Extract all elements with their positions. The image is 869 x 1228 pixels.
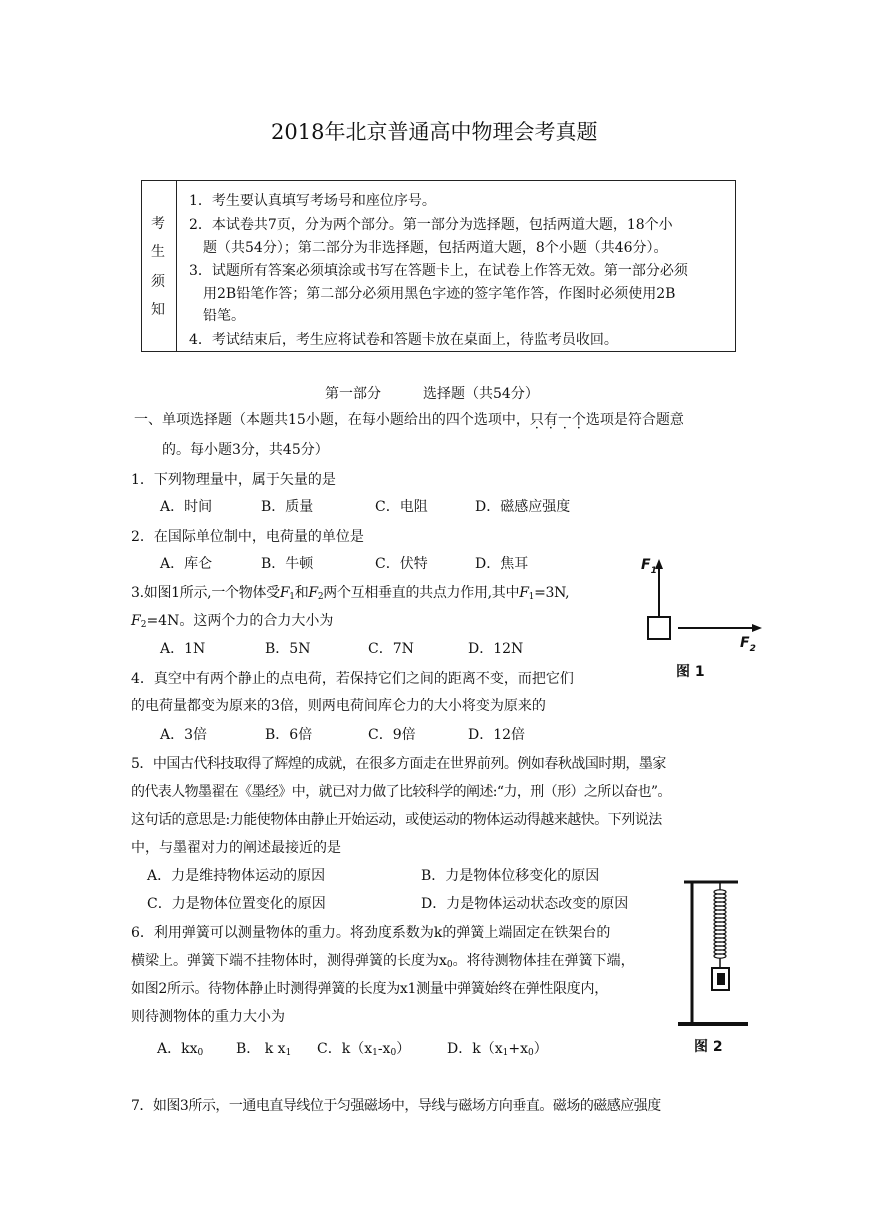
subscript: 0 [527, 1048, 534, 1058]
f2-label-sub: 2 [749, 643, 756, 654]
stem-text: 两个互相垂直的共点力作用,其中 [323, 585, 520, 601]
notice-side-label [142, 181, 177, 351]
f1-label [641, 557, 657, 576]
option: D．磁感应强度 [475, 499, 571, 515]
option: B．质量 [261, 499, 314, 515]
option: A．库仑 [160, 556, 213, 572]
section-text: 一、单项选择题（本题共15小题，在每小题给出的四个选项中， [134, 412, 530, 428]
part-heading: 第一部分 选择题（共54分） [325, 386, 539, 402]
option [157, 1039, 203, 1063]
stem-text: 。将待测物体挂在弹簧下端， [452, 953, 635, 969]
figure-1 [630, 555, 770, 685]
figure-caption: 图 2 [694, 1039, 723, 1055]
option-text: ） [533, 1041, 548, 1057]
question-stem: 6．利用弹簧可以测量物体的重力。将劲度系数为k的弹簧上端固定在铁架台的 [131, 925, 611, 941]
subscript: 0 [390, 1048, 397, 1058]
option: D．12N [468, 641, 524, 657]
subscript: 1 [285, 1048, 292, 1058]
stem-text: =4N。这两个力的合力大小为 [146, 613, 334, 629]
option: C．7N [368, 641, 414, 657]
section-instruction [134, 410, 684, 430]
option: C．伏特 [375, 556, 428, 572]
notice-side-char: 考 [151, 216, 165, 232]
option: D．焦耳 [475, 556, 529, 572]
question-stem: 2．在国际单位制中，电荷量的单位是 [131, 529, 364, 545]
stem-text: 3.如图1所示,一个物体受 [131, 585, 280, 601]
question-stem-cont: 则待测物体的重力大小为 [131, 1009, 285, 1025]
figure-caption: 图 1 [676, 664, 705, 680]
emphasized-char: 一 [557, 412, 572, 428]
option: D．力是物体运动状态改变的原因 [421, 896, 629, 912]
emphasized-char: 有 [543, 412, 558, 428]
force-subscript: 2 [317, 592, 324, 602]
question-stem: 1．下列物理量中，属于矢量的是 [131, 472, 336, 488]
question-stem-cont [131, 951, 635, 975]
notice-line: 4．考试结束后，考生应将试卷和答题卡放在桌面上，待监考员收回。 [189, 332, 618, 348]
option: A．时间 [160, 499, 213, 515]
notice-line: 题（共54分）；第二部分为非选择题，包括两道大题，8个小题（共46分）。 [203, 240, 668, 256]
option-text: A．kx [157, 1041, 198, 1057]
notice-line: 用2B铅笔作答；第二部分必须用黑色字迹的签字笔作答，作图时必须使用2B [203, 286, 676, 302]
question-stem-cont: 的代表人物墨翟在《墨经》中，就已对力做了比较科学的阐述:“力，刑（形）之所以奋也”。 [131, 784, 671, 800]
question-stem: 4．真空中有两个静止的点电荷，若保持它们之间的距离不变，而把它们 [131, 671, 574, 687]
subscript: 1 [502, 1048, 509, 1058]
option-text: B． k x [236, 1041, 286, 1057]
option [317, 1039, 410, 1063]
question-stem-cont: 这句话的意思是:力能使物体由静止开始运动，或使运动的物体运动得越来越快。下列说法 [131, 812, 662, 828]
option: C．电阻 [375, 499, 428, 515]
question-stem [131, 583, 569, 607]
section-instruction-cont: 的。每小题3分，共45分） [162, 442, 329, 458]
option: C．9倍 [368, 727, 416, 743]
notice-line: 铅笔。 [203, 308, 245, 324]
stem-text: =3N, [534, 585, 570, 601]
figure-2 [676, 872, 756, 1064]
option: A．力是维持物体运动的原因 [147, 868, 326, 884]
option: A．1N [160, 641, 206, 657]
notice-box [141, 180, 736, 352]
option-text: -x [377, 1041, 391, 1057]
question-stem-cont [131, 611, 333, 635]
option: D．12倍 [468, 727, 526, 743]
force-subscript: 2 [140, 620, 147, 630]
question-stem: 5．中国古代科技取得了辉煌的成就，在很多方面走在世界前列。例如春秋战国时期，墨家 [131, 756, 666, 772]
force-symbol: F [519, 585, 529, 601]
option: B．6倍 [265, 727, 313, 743]
f2-label [740, 635, 756, 654]
notice-line: 2．本试卷共7页，分为两个部分。第一部分为选择题，包括两道大题，18个小 [189, 217, 673, 233]
f2-label-letter: F [740, 635, 750, 651]
spring-scale-diagram [676, 872, 756, 1032]
force-subscript: 1 [528, 592, 535, 602]
notice-side-char: 须 [151, 274, 165, 290]
subscript: 1 [372, 1048, 378, 1058]
stem-text: 和 [294, 585, 309, 601]
option: C．力是物体位置变化的原因 [147, 896, 326, 912]
force-symbol: F [131, 613, 141, 629]
force-subscript: 1 [289, 592, 295, 602]
option: A．3倍 [160, 727, 208, 743]
force-symbol: F [308, 585, 318, 601]
emphasized-char: 个 [571, 412, 586, 428]
notice-side-char: 生 [151, 244, 165, 260]
option: B．牛顿 [261, 556, 314, 572]
force-symbol: F [279, 585, 290, 601]
option-text: ） [396, 1041, 411, 1057]
option [236, 1039, 291, 1063]
option-text: D．k（x [447, 1041, 503, 1057]
question-stem-cont: 如图2所示。待物体静止时测得弹簧的长度为x1测量中弹簧始终在弹性限度内， [131, 981, 608, 997]
option-text: +x [508, 1041, 528, 1057]
section-text: 选项是符合题意 [585, 412, 684, 428]
question-stem-cont: 中，与墨翟对力的阐述最接近的是 [131, 840, 341, 856]
emphasized-char: 只 [529, 412, 544, 428]
notice-side-char: 知 [151, 302, 165, 318]
option-text: C．k（x [317, 1041, 373, 1057]
subscript: 0 [197, 1048, 204, 1058]
f1-label-letter: F [641, 557, 651, 573]
option: B．5N [265, 641, 311, 657]
question-stem: 7．如图3所示，一通电直导线位于匀强磁场中，导线与磁场方向垂直。磁场的磁感应强度 [131, 1098, 661, 1114]
option: B．力是物体位移变化的原因 [421, 868, 600, 884]
f1-label-sub: 1 [650, 565, 657, 576]
notice-line: 3．试题所有答案必须填涂或书写在答题卡上，在试卷上作答无效。第一部分必须 [189, 263, 688, 279]
option [447, 1039, 548, 1063]
stem-text: 横梁上。弹簧下端不挂物体时，测得弹簧的长度为x [131, 953, 447, 969]
notice-line: 1．考生要认真填写考场号和座位序号。 [189, 193, 436, 209]
subscript: 0 [446, 960, 453, 970]
page-title: 2018年北京普通高中物理会考真题 [271, 120, 598, 144]
question-stem-cont: 的电荷量都变为原来的3倍，则两电荷间库仑力的大小将变为原来的 [131, 698, 546, 714]
